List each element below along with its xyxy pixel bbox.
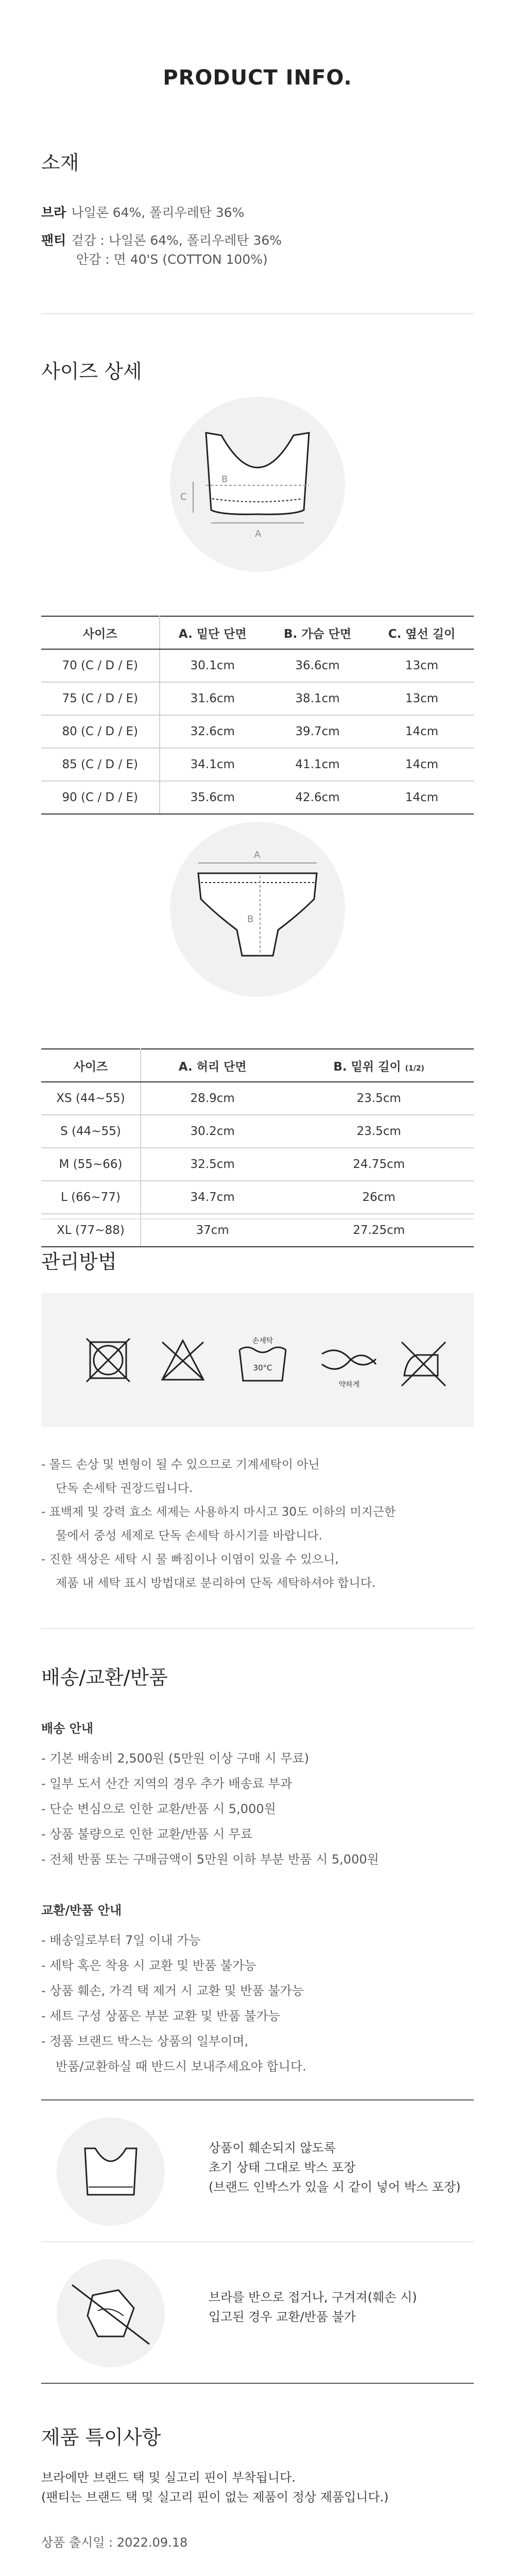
notice-line: 초기 상태 그대로 박스 포장	[209, 2160, 356, 2175]
delivery-line: - 전체 반품 또는 구매금액이 5만원 이하 부분 반품 시 5,000원	[41, 1852, 379, 1867]
material-heading: 소재	[41, 151, 79, 174]
care-line: 물에서 중성 세제로 단독 손세탁 하시기를 바랍니다.	[56, 1529, 322, 1543]
cell: 85 (C / D / E)	[41, 748, 160, 781]
cell: 32.5cm	[141, 1148, 284, 1181]
exchange-title: 교환/반품 안내	[41, 1903, 122, 1918]
exchange-line: - 정품 브랜드 박스는 상품의 일부이며,	[41, 2034, 249, 2048]
panty-size-table	[41, 1048, 474, 1247]
care-line: 제품 내 세탁 표시 방법대로 분리하여 단독 세탁하셔야 합니다.	[56, 1577, 376, 1590]
bra-label-a: A	[255, 529, 262, 539]
care-line: - 진한 색상은 세탁 시 물 빠짐이나 이염이 있을 수 있으니,	[41, 1553, 339, 1566]
cell: 14cm	[370, 748, 474, 781]
delivery-line: - 상품 불량으로 인한 교환/반품 시 무료	[41, 1827, 253, 1841]
notice-line: 상품이 훼손되지 않도록	[209, 2141, 336, 2155]
shipping-heading: 배송/교환/반품	[41, 1666, 168, 1689]
special-line: (팬티는 브랜드 택 및 실고리 핀이 없는 제품이 정상 제품입니다.)	[41, 2490, 389, 2504]
cell: XL (77~88)	[41, 1214, 141, 1247]
cell: 23.5cm	[284, 1115, 474, 1148]
cell: 30.1cm	[160, 649, 266, 682]
cell: 80 (C / D / E)	[41, 715, 160, 748]
divider	[41, 2383, 474, 2384]
delivery-title: 배송 안내	[41, 1721, 94, 1736]
notice-line: 브라를 반으로 접거나, 구겨져(훼손 시)	[209, 2290, 417, 2304]
th-b-label: B. 밑위 길이	[333, 1060, 401, 1074]
special-heading: 제품 특이사항	[41, 2426, 161, 2449]
th-size: 사이즈	[41, 616, 160, 649]
divider	[41, 1218, 474, 1219]
care-line: - 몰드 손상 및 변형이 될 수 있으므로 기계세탁이 아닌	[41, 1458, 320, 1471]
th-size: 사이즈	[41, 1049, 141, 1082]
cell: 28.9cm	[141, 1082, 284, 1115]
bra-label-c: C	[180, 492, 187, 502]
bra-in-box-icon	[57, 2117, 165, 2226]
cell: 42.6cm	[265, 781, 370, 814]
cell: 14cm	[370, 715, 474, 748]
th-b: B. 가슴 단면	[265, 616, 370, 649]
notice-line: (브랜드 인박스가 있을 시 같이 넣어 박스 포장)	[209, 2180, 461, 2194]
table-header-row	[41, 1049, 474, 1082]
panty-label-a: A	[254, 850, 261, 860]
material-panty-row	[41, 230, 282, 249]
release-date: 상품 출시일 : 2022.09.18	[41, 2535, 188, 2550]
panty-label-b: B	[247, 914, 254, 925]
cell: 35.6cm	[160, 781, 266, 814]
bra-value: 나일론 64%, 폴리우레탄 36%	[71, 205, 245, 220]
care-line: - 표백제 및 강력 효소 세제는 사용하지 마시고 30도 이하의 미지근한	[41, 1505, 396, 1519]
dry-in-shade-icon	[322, 1350, 376, 1389]
table-row	[41, 1115, 474, 1148]
cell: L (66~77)	[41, 1181, 141, 1214]
care-icons-box	[41, 1293, 474, 1427]
table-row	[41, 715, 474, 748]
th-c: C. 옆선 길이	[370, 616, 474, 649]
bra-illustration	[170, 397, 345, 572]
cell: XS (44~55)	[41, 1082, 141, 1115]
cell: 14cm	[370, 781, 474, 814]
bra-size-table	[41, 616, 474, 815]
no-bleach-icon	[162, 1341, 203, 1380]
packing-notice	[209, 2138, 460, 2197]
table-header-row	[41, 616, 474, 649]
cell: 30.2cm	[141, 1115, 284, 1148]
th-a: A. 밑단 단면	[160, 616, 266, 649]
divider	[41, 2099, 474, 2100]
th-b	[284, 1049, 474, 1082]
cell: 37cm	[141, 1214, 284, 1247]
material-bra-row	[41, 202, 244, 221]
bra-label: 브라	[41, 205, 66, 220]
divider	[41, 2241, 474, 2242]
panty-outer: 겉감 : 나일론 64%, 폴리우레탄 36%	[71, 233, 282, 248]
care-line: 단독 손세탁 권장드립니다.	[56, 1482, 193, 1495]
table-row	[41, 1148, 474, 1181]
cell: 70 (C / D / E)	[41, 649, 160, 682]
folded-bra-illustration	[57, 2259, 165, 2367]
care-icons	[41, 1293, 474, 1427]
care-heading: 관리방법	[41, 1250, 117, 1273]
no-fold-icon	[57, 2259, 165, 2367]
size-detail-heading: 사이즈 상세	[41, 360, 142, 383]
fold-notice	[209, 2287, 417, 2327]
cell: 24.75cm	[284, 1148, 474, 1181]
th-b-note: (1/2)	[405, 1064, 424, 1073]
exchange-line: 반품/교환하실 때 반드시 보내주세요야 합니다.	[56, 2059, 306, 2074]
cell: 34.7cm	[141, 1181, 284, 1214]
care-instructions	[41, 1453, 396, 1595]
shade-dry-label: 약하게	[338, 1381, 360, 1389]
table-row	[41, 682, 474, 715]
th-a: A. 허리 단면	[141, 1049, 284, 1082]
hand-wash-label: 손세탁	[252, 1337, 273, 1345]
panty-diagram	[170, 822, 345, 997]
cell: 75 (C / D / E)	[41, 682, 160, 715]
notice-line: 입고된 경우 교환/반품 불가	[209, 2310, 356, 2324]
table-row	[41, 1082, 474, 1115]
delivery-line: - 일부 도서 산간 지역의 경우 추가 배송료 부과	[41, 1776, 293, 1791]
cell: 32.6cm	[160, 715, 266, 748]
cell: 27.25cm	[284, 1214, 474, 1247]
cell: 13cm	[370, 649, 474, 682]
cell: 23.5cm	[284, 1082, 474, 1115]
cell: M (55~66)	[41, 1148, 141, 1181]
cell: 26cm	[284, 1181, 474, 1214]
divider	[41, 313, 474, 314]
exchange-line: - 상품 훼손, 가격 택 제거 시 교환 및 반품 불가능	[41, 1984, 304, 1998]
cell: 41.1cm	[265, 748, 370, 781]
exchange-line: - 세트 구성 상품은 부분 교환 및 반품 불가능	[41, 2009, 280, 2023]
cell: 34.1cm	[160, 748, 266, 781]
delivery-line: - 기본 배송비 2,500원 (5만원 이상 구매 시 무료)	[41, 1751, 310, 1766]
no-tumble-dry-icon	[87, 1338, 130, 1382]
bra-diagram	[170, 397, 345, 572]
cell: 38.1cm	[265, 682, 370, 715]
cell: 36.6cm	[265, 649, 370, 682]
bra-label-b: B	[221, 474, 228, 485]
cell: 13cm	[370, 682, 474, 715]
exchange-line: - 배송일로부터 7일 이내 가능	[41, 1933, 201, 1947]
hand-wash-30-icon	[239, 1336, 286, 1381]
no-iron-icon	[402, 1342, 445, 1386]
cell: 90 (C / D / E)	[41, 781, 160, 814]
cell: 31.6cm	[160, 682, 266, 715]
panty-label: 팬티	[41, 233, 66, 248]
page-title: PRODUCT INFO.	[163, 66, 352, 90]
special-notes	[41, 2468, 389, 2507]
exchange-line: - 세탁 혹은 착용 시 교환 및 반품 불가능	[41, 1958, 256, 1973]
special-line: 브라에만 브랜드 택 및 실고리 핀이 부착됩니다.	[41, 2470, 296, 2485]
hand-wash-temp: 30°C	[253, 1363, 272, 1372]
divider	[41, 1628, 474, 1629]
panty-illustration	[170, 822, 345, 997]
table-row	[41, 1181, 474, 1214]
panty-inner: 안감 : 면 40'S (COTTON 100%)	[76, 252, 268, 267]
table-row	[41, 649, 474, 682]
delivery-line: - 단순 변심으로 인한 교환/반품 시 5,000원	[41, 1802, 276, 1816]
box-packing-illustration	[57, 2117, 165, 2226]
cell: S (44~55)	[41, 1115, 141, 1148]
table-row	[41, 748, 474, 781]
table-row	[41, 781, 474, 814]
cell: 39.7cm	[265, 715, 370, 748]
